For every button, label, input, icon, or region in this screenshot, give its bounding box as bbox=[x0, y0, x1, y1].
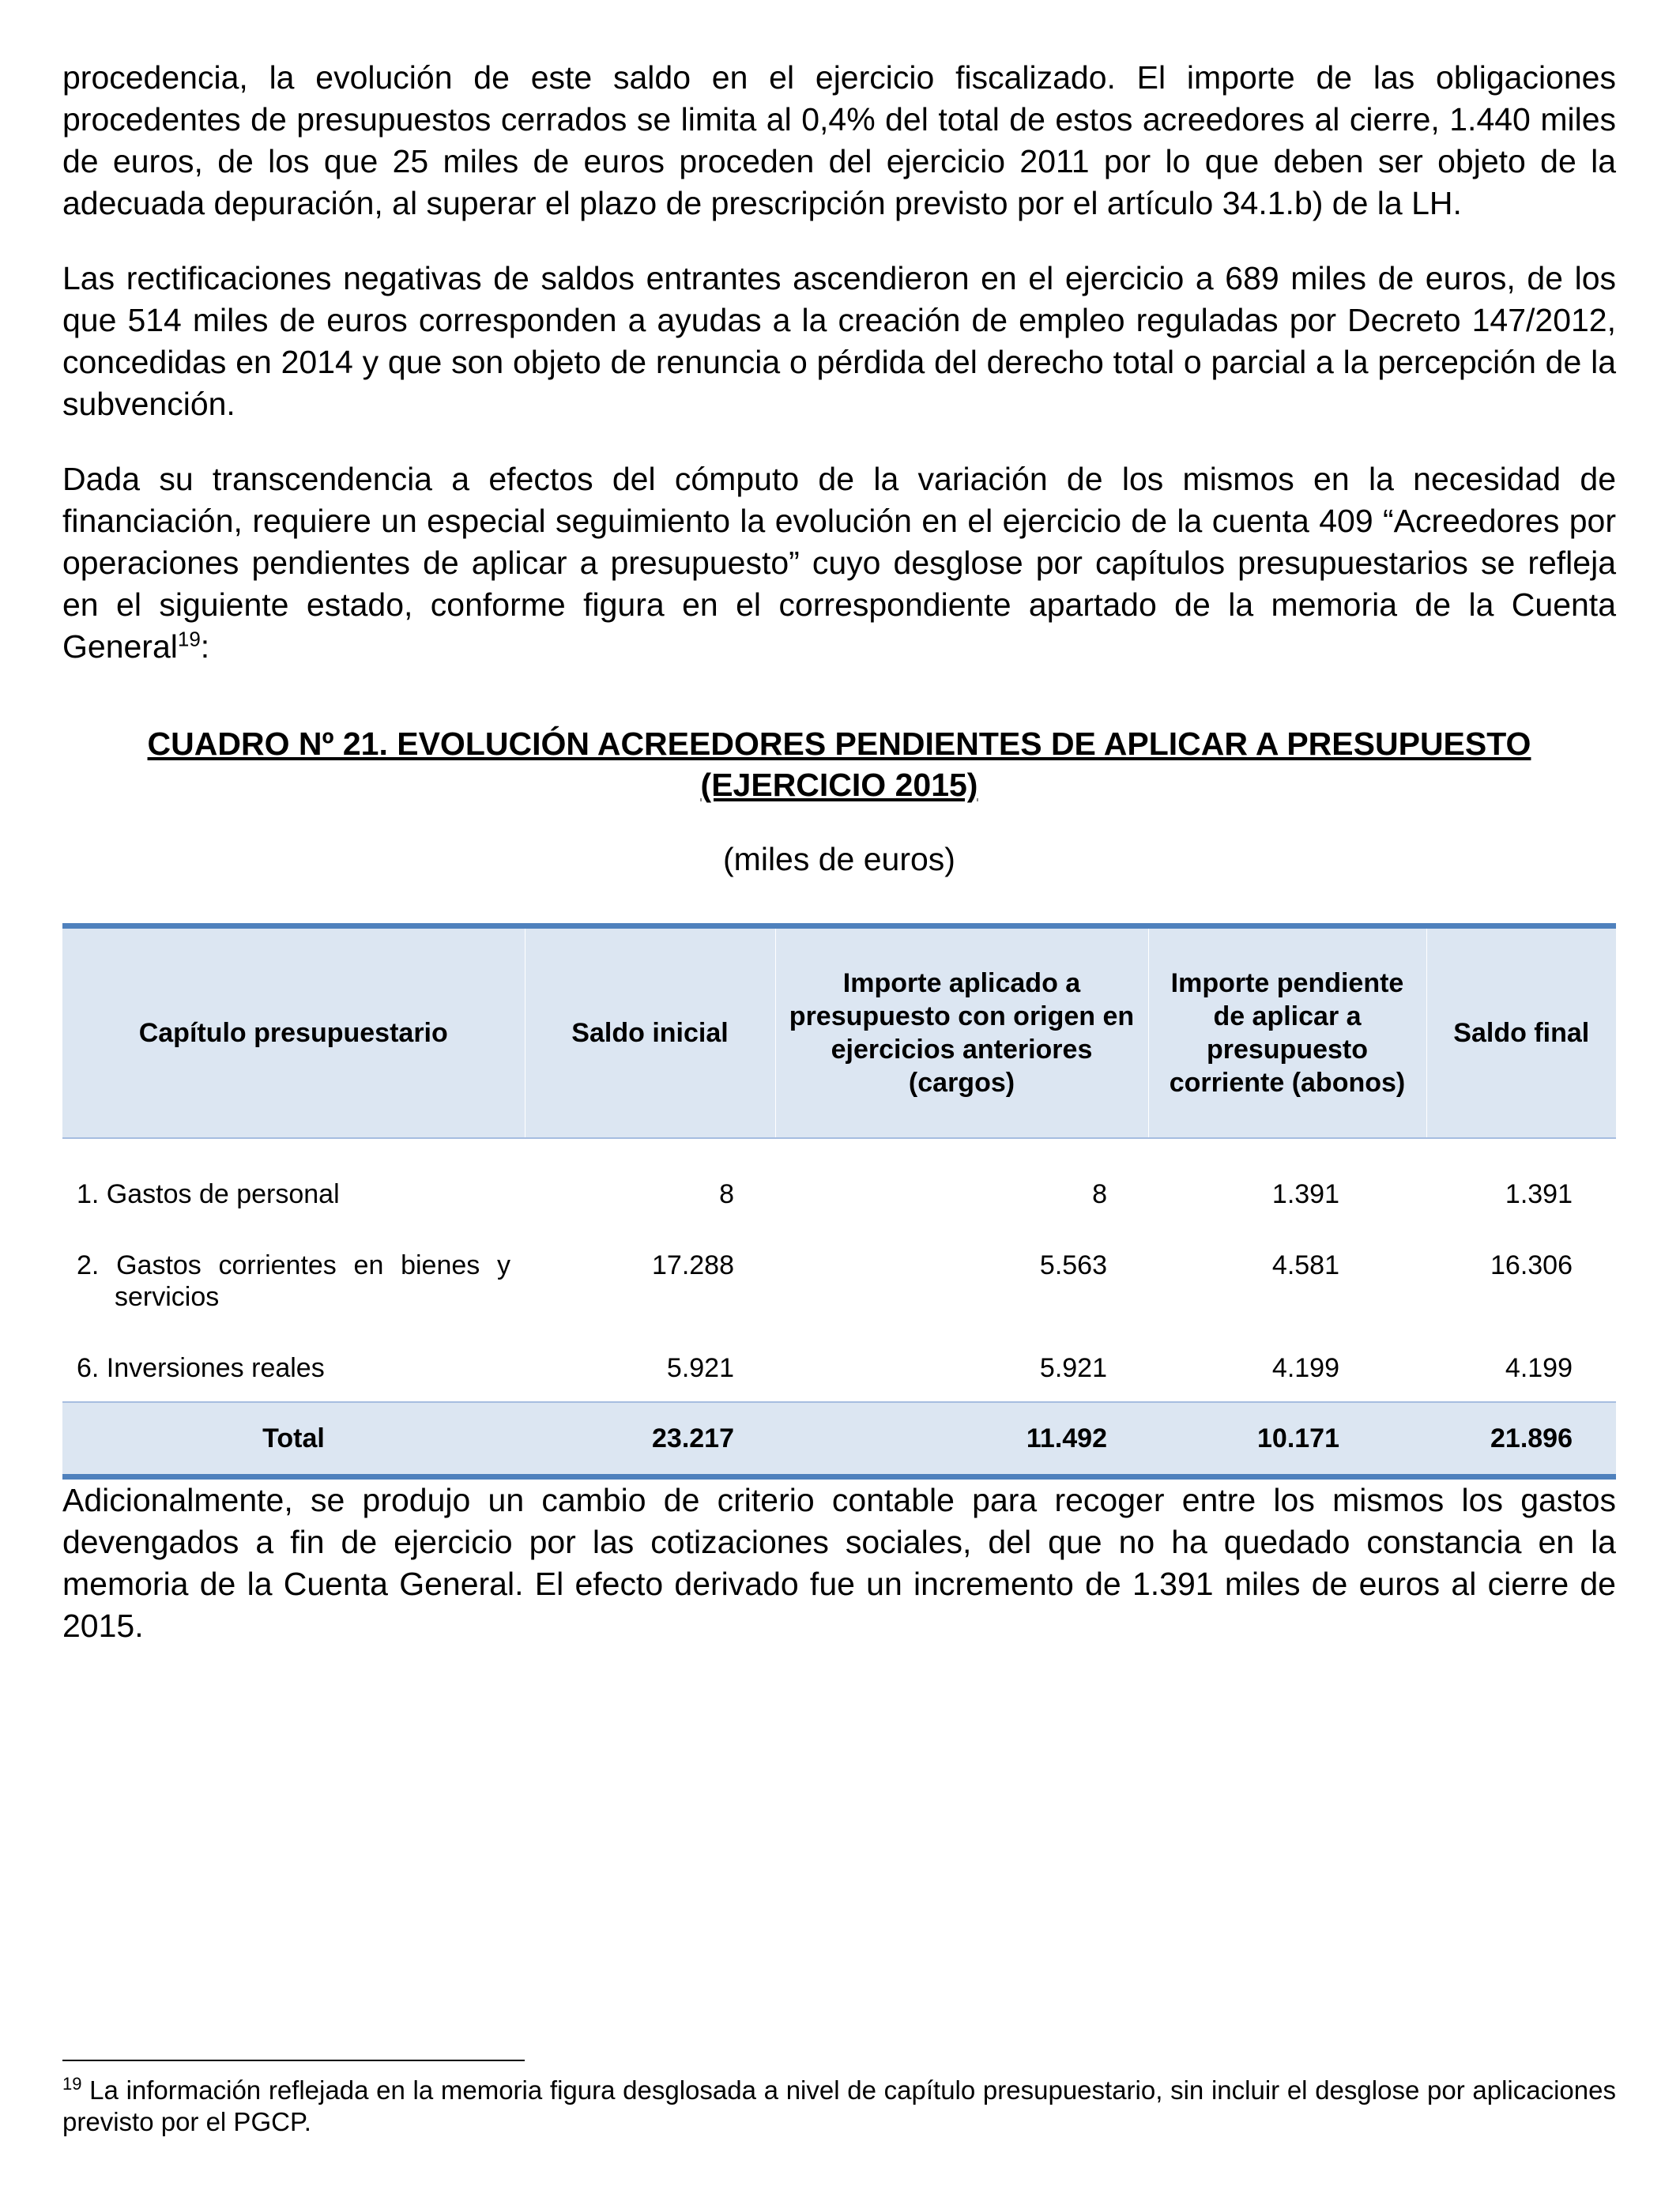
total-importe-pendiente: 10.171 bbox=[1148, 1402, 1426, 1477]
cell-saldo-inicial: 8 bbox=[719, 1179, 734, 1209]
row-label-continuation: servicios bbox=[115, 1282, 220, 1312]
cell-saldo-final: 4.199 bbox=[1505, 1353, 1573, 1383]
cell-importe-pendiente: 4.581 bbox=[1271, 1250, 1339, 1280]
total-importe-aplicado: 11.492 bbox=[775, 1402, 1148, 1477]
cell-saldo-inicial: 17.288 bbox=[652, 1250, 734, 1280]
table-title bbox=[62, 723, 1616, 805]
cell-importe-aplicado: 5.563 bbox=[1039, 1250, 1107, 1280]
table-title-line-1: CUADRO Nº 21. EVOLUCIÓN ACREEDORES PENDIENTES DE APLICAR A PRESUPUESTO bbox=[147, 726, 1531, 762]
table-row bbox=[62, 1210, 1616, 1313]
cell-saldo-inicial: 5.921 bbox=[666, 1353, 734, 1383]
table-title-line-2: (EJERCICIO 2015) bbox=[700, 767, 978, 803]
total-label: Total bbox=[62, 1402, 525, 1477]
header-importe-pendiente: Importe pendiente de aplicar a presupuesto corriente (abonos) bbox=[1148, 926, 1426, 1139]
cell-importe-aplicado: 5.921 bbox=[1039, 1353, 1107, 1383]
header-saldo-inicial: Saldo inicial bbox=[525, 926, 775, 1139]
footnote-reference[interactable]: 19 bbox=[177, 627, 201, 651]
paragraph-2: Las rectificaciones negativas de saldos entrantes ascendieron en el ejercicio a 689 miles de euros, de los que 514 miles de euros corresponden a ayudas a la creación de empleo reguladas por Decreto 147/2012, concedidas en 2014 y que son objeto de renuncia o pérdida del derecho total o parcial a la percepción de la subvención. bbox=[62, 260, 1616, 422]
header-importe-aplicado: Importe aplicado a presupuesto con origen en ejercicios anteriores (cargos) bbox=[775, 926, 1148, 1139]
paragraph-3-end: : bbox=[200, 628, 210, 665]
paragraph-1: procedencia, la evolución de este saldo en el ejercicio fiscalizado. El importe de las obligaciones procedentes de presupuestos cerrados se limita al 0,4% del total de estos acreedores al cierre, 1.440 miles de euros, de los que 25 miles de euros proceden del ejercicio 2011 por lo que deben ser objeto de la adecuada depuración, al superar el plazo de prescripción previsto por el artículo 34.1.b) de la LH. bbox=[62, 59, 1616, 221]
evolution-table bbox=[62, 923, 1616, 1480]
cell-saldo-final: 16.306 bbox=[1490, 1250, 1573, 1280]
footnote bbox=[62, 2075, 1616, 2138]
header-saldo-final: Saldo final bbox=[1426, 926, 1616, 1139]
table-row bbox=[62, 1313, 1616, 1402]
header-capitulo: Capítulo presupuestario bbox=[62, 926, 525, 1139]
cell-saldo-final: 1.391 bbox=[1505, 1179, 1573, 1209]
row-label bbox=[62, 1138, 525, 1210]
table-header-row bbox=[62, 926, 1616, 1139]
row-label-text: 2. Gastos corrientes en bienes y bbox=[77, 1250, 510, 1280]
row-label-text: 6. Inversiones reales bbox=[77, 1353, 325, 1383]
table-units: (miles de euros) bbox=[723, 841, 955, 877]
paragraph-4: Adicionalmente, se produjo un cambio de criterio contable para recoger entre los mismos los gastos devengados a fin de ejercicio por las cotizaciones sociales, del que no ha quedado constancia en la memoria de la Cuenta General. El efecto derivado fue un incremento de 1.391 miles de euros al cierre de 2015. bbox=[62, 1482, 1616, 1644]
table-total-row bbox=[62, 1402, 1616, 1477]
document-page bbox=[62, 57, 1616, 1647]
row-label bbox=[62, 1313, 525, 1402]
footnote-separator bbox=[62, 2060, 525, 2061]
cell-importe-pendiente: 4.199 bbox=[1271, 1353, 1339, 1383]
table-row bbox=[62, 1138, 1616, 1210]
footnote-text: La información reflejada en la memoria figura desglosada a nivel de capítulo presupuestario, sin incluir el desglose por aplicaciones previsto por el PGCP. bbox=[62, 2075, 1616, 2136]
total-saldo-final: 21.896 bbox=[1426, 1402, 1616, 1477]
cell-importe-aplicado: 8 bbox=[1092, 1179, 1107, 1209]
paragraph-3-text: Dada su transcendencia a efectos del cómputo de la variación de los mismos en la necesidad de financiación, requiere un especial seguimiento la evolución en el ejercicio de la cuenta 409 “Acreedores por operaciones pendientes de aplicar a presupuesto” cuyo desglose por capítulos presupuestarios se refleja en el siguiente estado, conforme figura en el correspondiente apartado de la memoria de la Cuenta General bbox=[62, 461, 1616, 665]
cell-importe-pendiente: 1.391 bbox=[1271, 1179, 1339, 1209]
paragraph-3 bbox=[62, 458, 1616, 668]
row-label-text: 1. Gastos de personal bbox=[77, 1179, 340, 1209]
total-saldo-inicial: 23.217 bbox=[525, 1402, 775, 1477]
footnote-number: 19 bbox=[62, 2074, 82, 2094]
row-label bbox=[62, 1210, 525, 1313]
